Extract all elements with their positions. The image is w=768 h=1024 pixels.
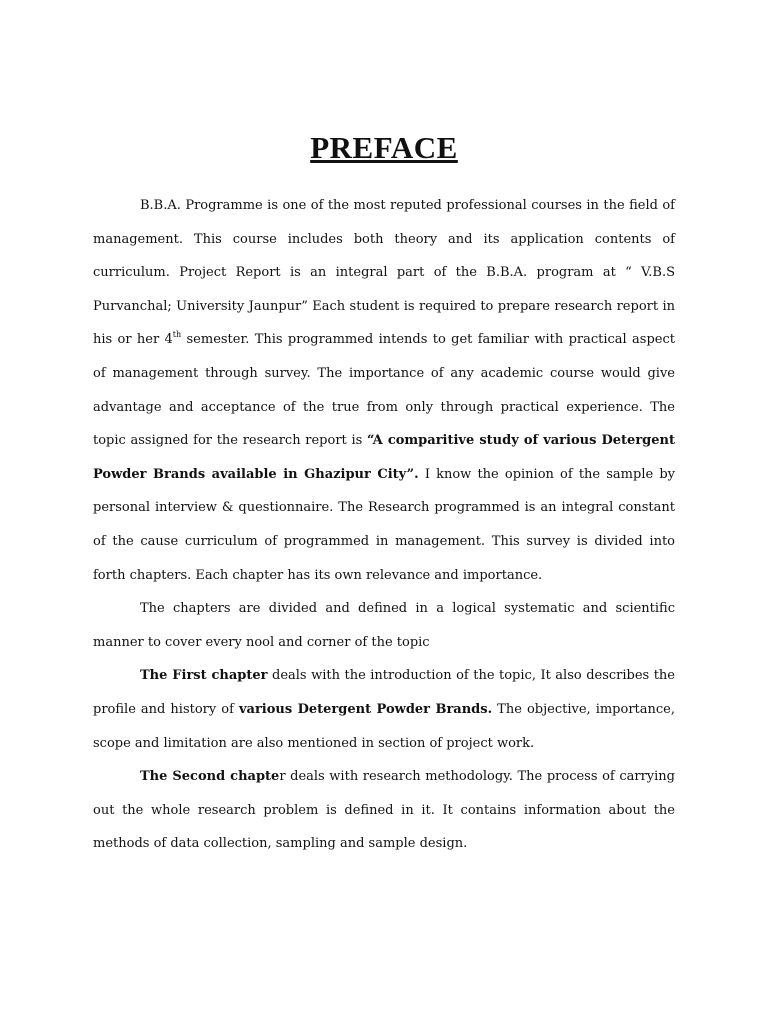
- intro-text-1: B.B.A. Programme is one of the most reputed professional courses in the field of management. This course includes both theory and its application contents of curriculum. Project Report is an integral part of the B.B.A. program at “ V.B.S Purvanchal; University Jaunpur” Each student is required to prepare research report in his or her 4: [93, 198, 675, 348]
- intro-text-2: semester. This programmed intends to get familiar with practical aspect of management through survey. The importance of any academic course would give advantage and acceptance of the true from only through practical experience. The topic assigned for the research report is: [93, 332, 675, 449]
- brands-phrase: various Detergent Powder Brands.: [238, 701, 493, 717]
- first-chapter-text-1: deals with the introduction of the topic, It also describes the profile and history of: [93, 668, 675, 717]
- preface-body: [93, 189, 675, 861]
- page-title: PREFACE: [310, 130, 458, 165]
- second-chapter-text: r deals with research methodology. The process of carrying out the whole research problem is defined in it. It contains information about the methods of data collection, sampling and sample design.: [93, 769, 675, 852]
- paragraph-intro: [93, 189, 675, 592]
- paragraph-second-chapter: [93, 760, 675, 861]
- research-topic: “A comparitive study of various Detergent Powder Brands available in Ghazipur City”.: [93, 433, 675, 482]
- first-chapter-text-2: The objective, importance, scope and limitation are also mentioned in section of project work.: [93, 701, 676, 751]
- ordinal-suffix: th: [172, 330, 182, 340]
- intro-text-3: I know the opinion of the sample by personal interview & questionnaire. The Research programmed is an integral constant of the cause curriculum of programmed in management. This survey is divided into forth chapters. Each chapter has its own relevance and importance.: [93, 466, 675, 583]
- paragraph-first-chapter: [93, 659, 675, 760]
- first-chapter-heading: The First chapter: [140, 668, 268, 684]
- paragraph-chapters: The chapters are divided and defined in a logical systematic and scientific manner to cover every nool and corner of the topic: [93, 601, 675, 650]
- second-chapter-heading: The Second chapte: [140, 769, 280, 785]
